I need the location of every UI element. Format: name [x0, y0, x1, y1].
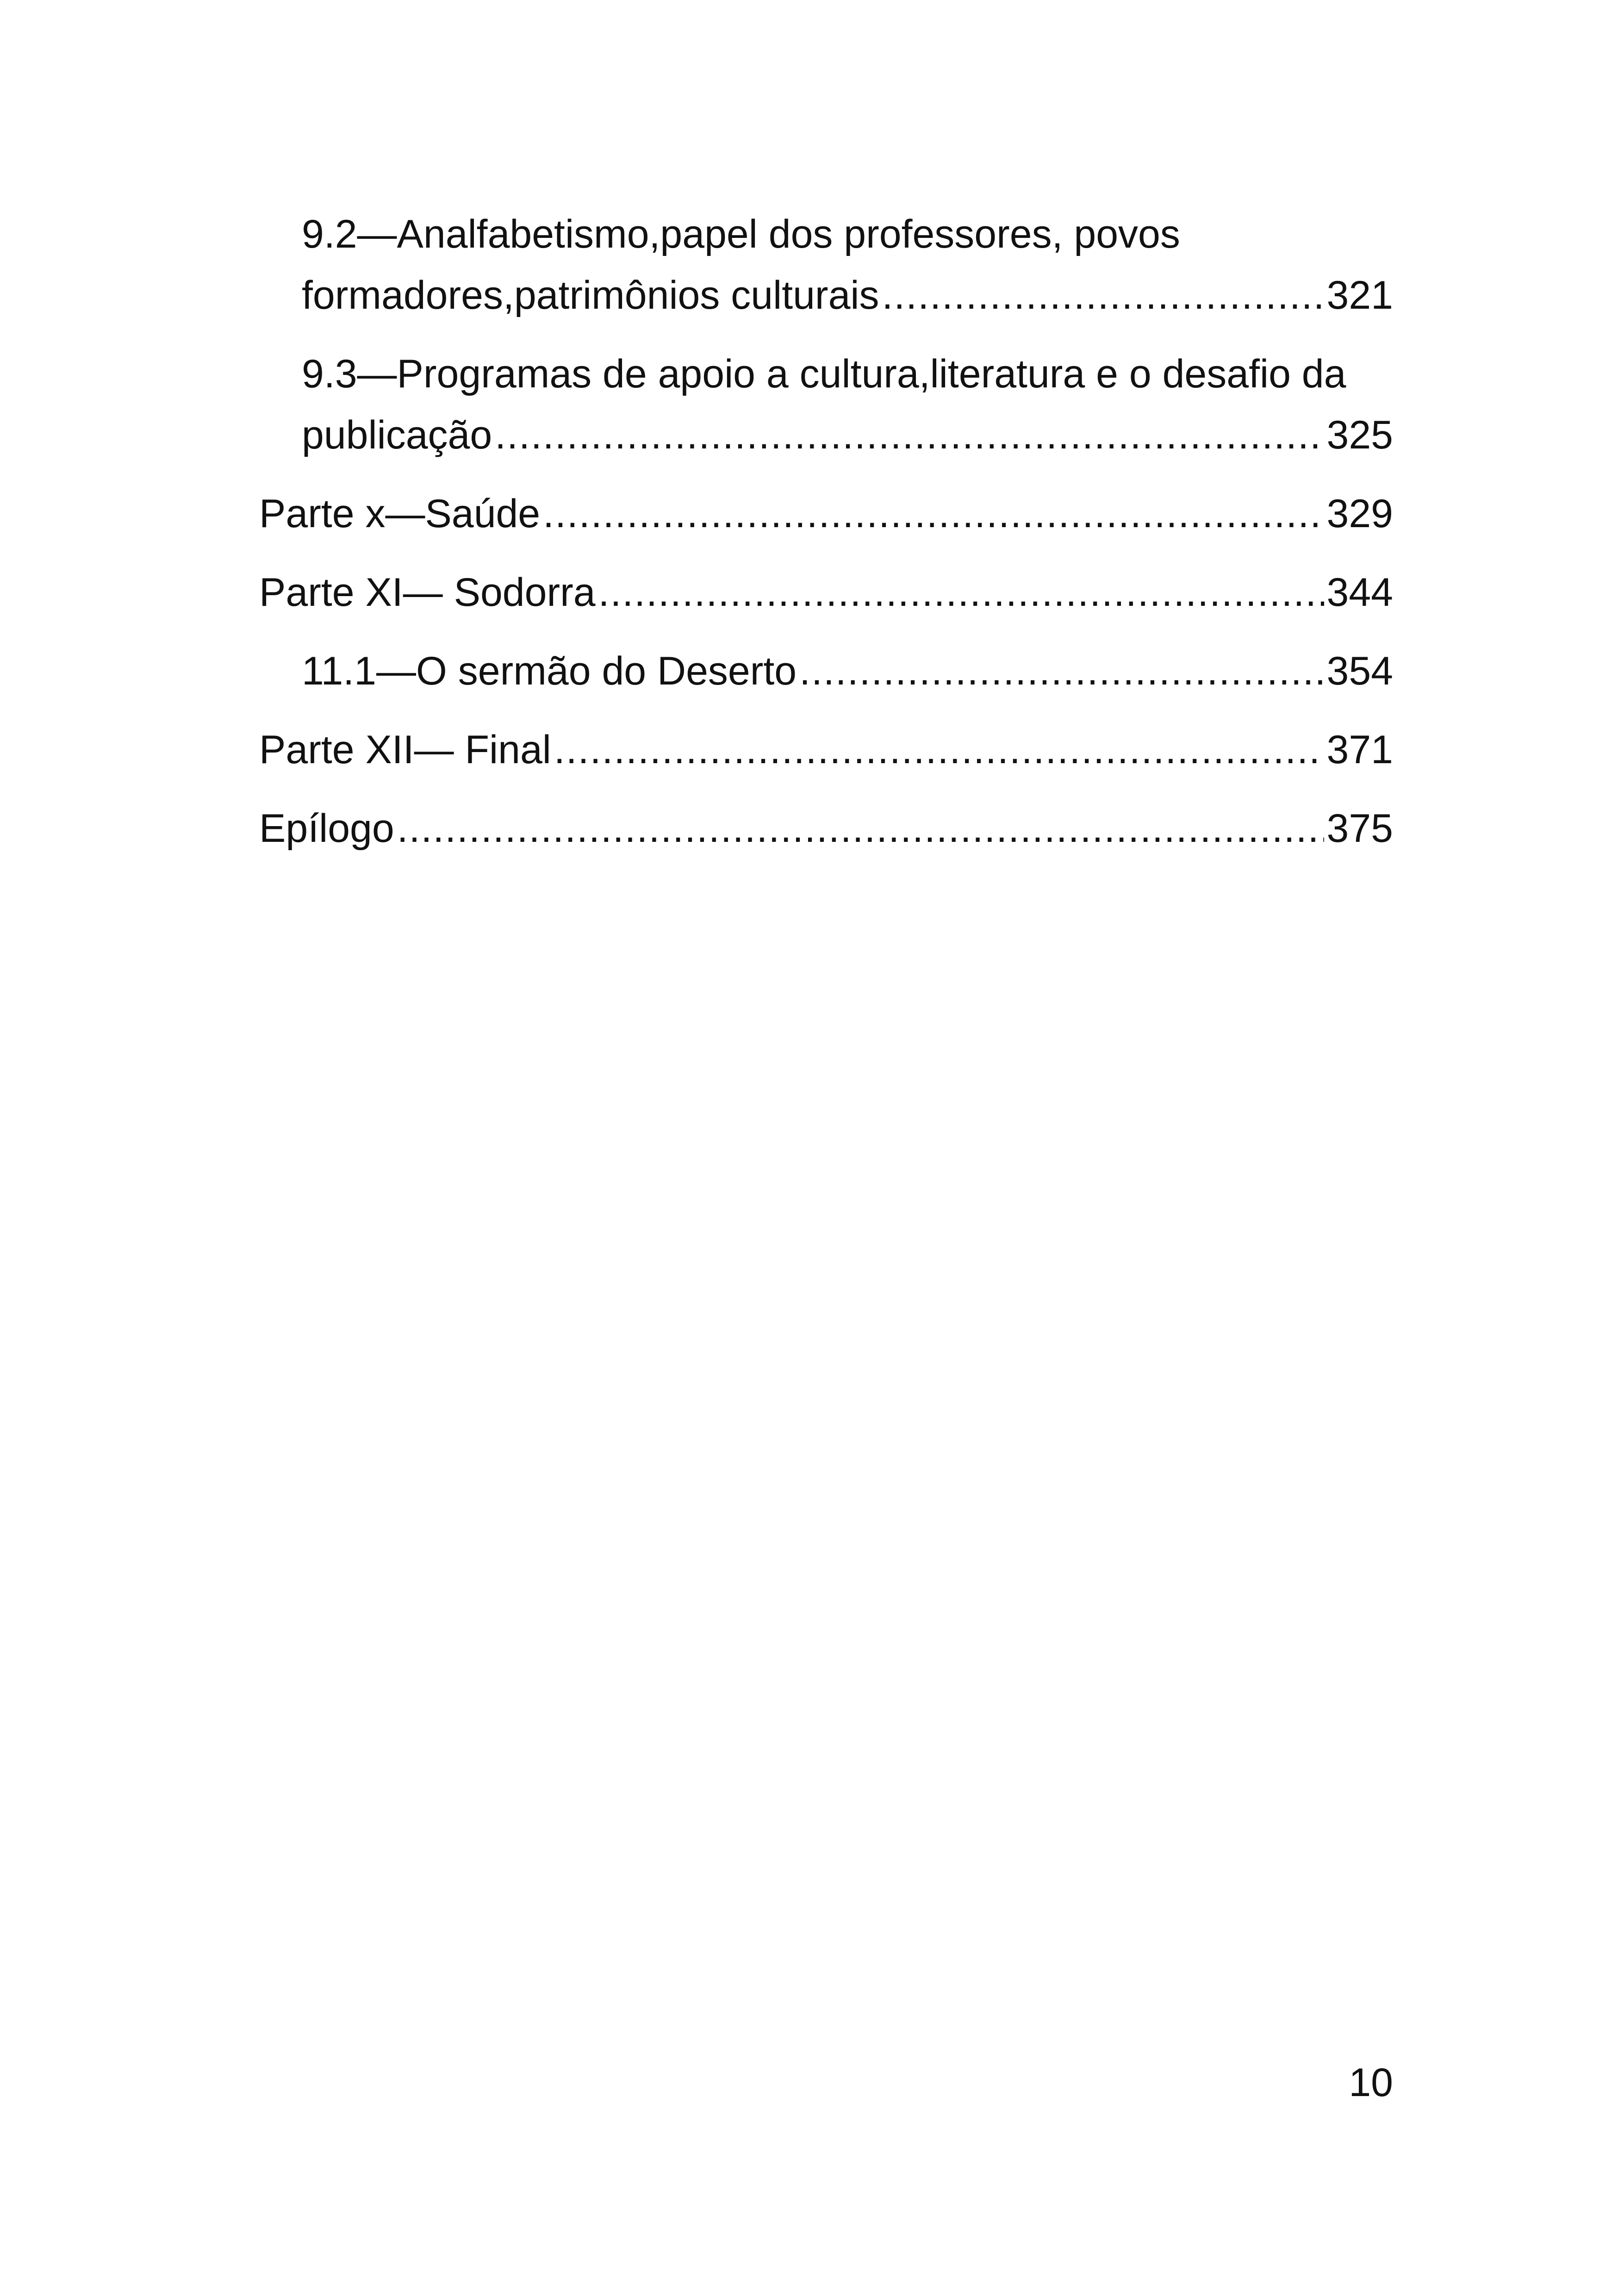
toc-entry[interactable] — [259, 343, 1393, 466]
toc-entry[interactable] — [259, 483, 1393, 544]
toc-page-number: 371 — [1326, 728, 1393, 772]
toc-entry-title: publicação — [302, 413, 492, 457]
toc-entry-title: 11.1—O sermão do Deserto — [302, 649, 797, 693]
dot-leader — [495, 404, 1324, 466]
page-number: 10 — [1349, 2060, 1393, 2105]
toc-entry-title-line-1: 9.3—Programas de apoio a cultura,literatura e o desafio da — [302, 352, 1346, 396]
toc-page-number: 344 — [1326, 570, 1393, 615]
toc-entry-title: Epílogo — [259, 806, 394, 851]
toc-entry-title: Parte x—Saúde — [259, 492, 541, 536]
toc-entry-title-line-1: 9.2—Analfabetismo,papel dos professores, povos — [302, 212, 1180, 256]
toc-page-number: 329 — [1326, 492, 1393, 536]
toc-page-number: 325 — [1326, 413, 1393, 457]
toc-entry[interactable] — [259, 562, 1393, 623]
toc-entry-title: formadores,patrimônios culturais — [302, 273, 879, 317]
toc-entry[interactable] — [259, 204, 1393, 326]
dot-leader — [598, 562, 1324, 623]
toc-entry-title: Parte XI— Sodorra — [259, 570, 596, 615]
dot-leader — [554, 719, 1324, 780]
toc-page-number: 321 — [1326, 273, 1393, 317]
toc-entry[interactable] — [259, 798, 1393, 859]
dot-leader — [397, 798, 1324, 859]
dot-leader — [799, 641, 1324, 702]
dot-leader — [882, 265, 1324, 326]
table-of-contents — [259, 204, 1393, 877]
toc-page-number: 375 — [1326, 806, 1393, 851]
toc-entry[interactable] — [259, 641, 1393, 702]
toc-entry[interactable] — [259, 719, 1393, 780]
dot-leader — [543, 483, 1324, 544]
toc-entry-title: Parte XII— Final — [259, 728, 551, 772]
toc-page-number: 354 — [1326, 649, 1393, 693]
